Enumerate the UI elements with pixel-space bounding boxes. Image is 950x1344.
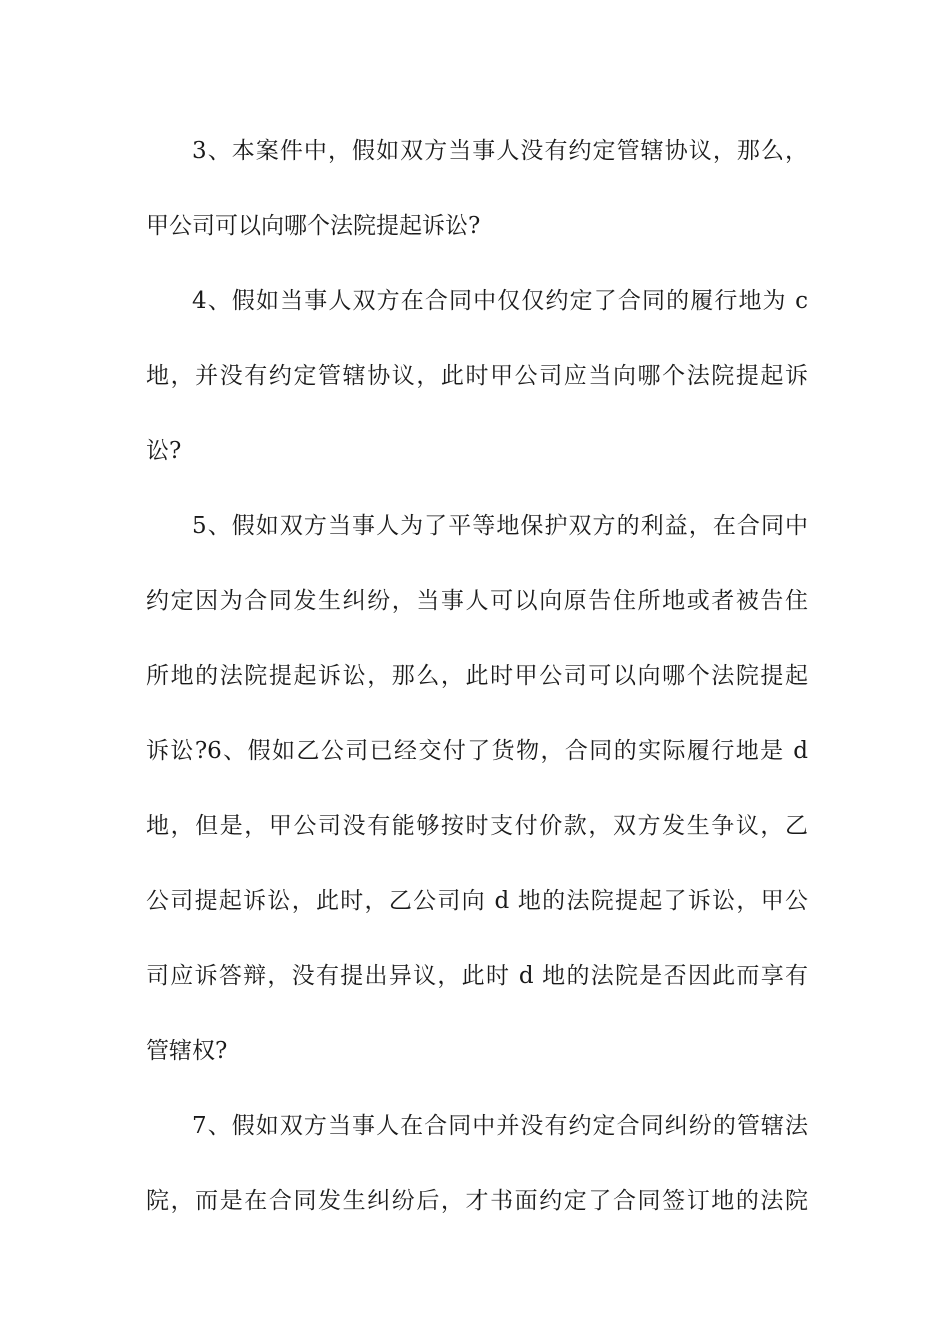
paragraph-4-line-1: 4、假如当事人双方在合同中仅仅约定了合同的履行地为 c	[192, 288, 808, 314]
paragraph-4-line-2: 地，并没有约定管辖协议，此时甲公司应当向哪个法院提起诉	[146, 363, 808, 389]
paragraph-4-line-3: 讼?	[146, 438, 182, 464]
paragraph-6-line-2: 地，但是，甲公司没有能够按时支付价款，双方发生争议，乙	[146, 813, 808, 839]
paragraph-6-line-3: 公司提起诉讼，此时，乙公司向 d 地的法院提起了诉讼，甲公	[146, 888, 808, 914]
paragraph-6-line-4: 司应诉答辩，没有提出异议，此时 d 地的法院是否因此而享有	[146, 963, 808, 989]
paragraph-5-line-4: 诉讼?6、假如乙公司已经交付了货物，合同的实际履行地是 d	[146, 738, 808, 764]
paragraph-5-line-1: 5、假如双方当事人为了平等地保护双方的利益，在合同中	[192, 513, 808, 539]
paragraph-7-line-1: 7、假如双方当事人在合同中并没有约定合同纠纷的管辖法	[192, 1113, 808, 1139]
paragraph-5-line-2: 约定因为合同发生纠纷，当事人可以向原告住所地或者被告住	[146, 588, 808, 614]
paragraph-6-line-5: 管辖权?	[146, 1038, 228, 1064]
paragraph-3-line-1: 3、本案件中，假如双方当事人没有约定管辖协议，那么，	[192, 138, 808, 164]
paragraph-3-line-2: 甲公司可以向哪个法院提起诉讼?	[146, 213, 481, 239]
paragraph-7-line-2: 院，而是在合同发生纠纷后，才书面约定了合同签订地的法院	[146, 1188, 808, 1214]
paragraph-5-line-3: 所地的法院提起诉讼，那么，此时甲公司可以向哪个法院提起	[146, 663, 808, 689]
